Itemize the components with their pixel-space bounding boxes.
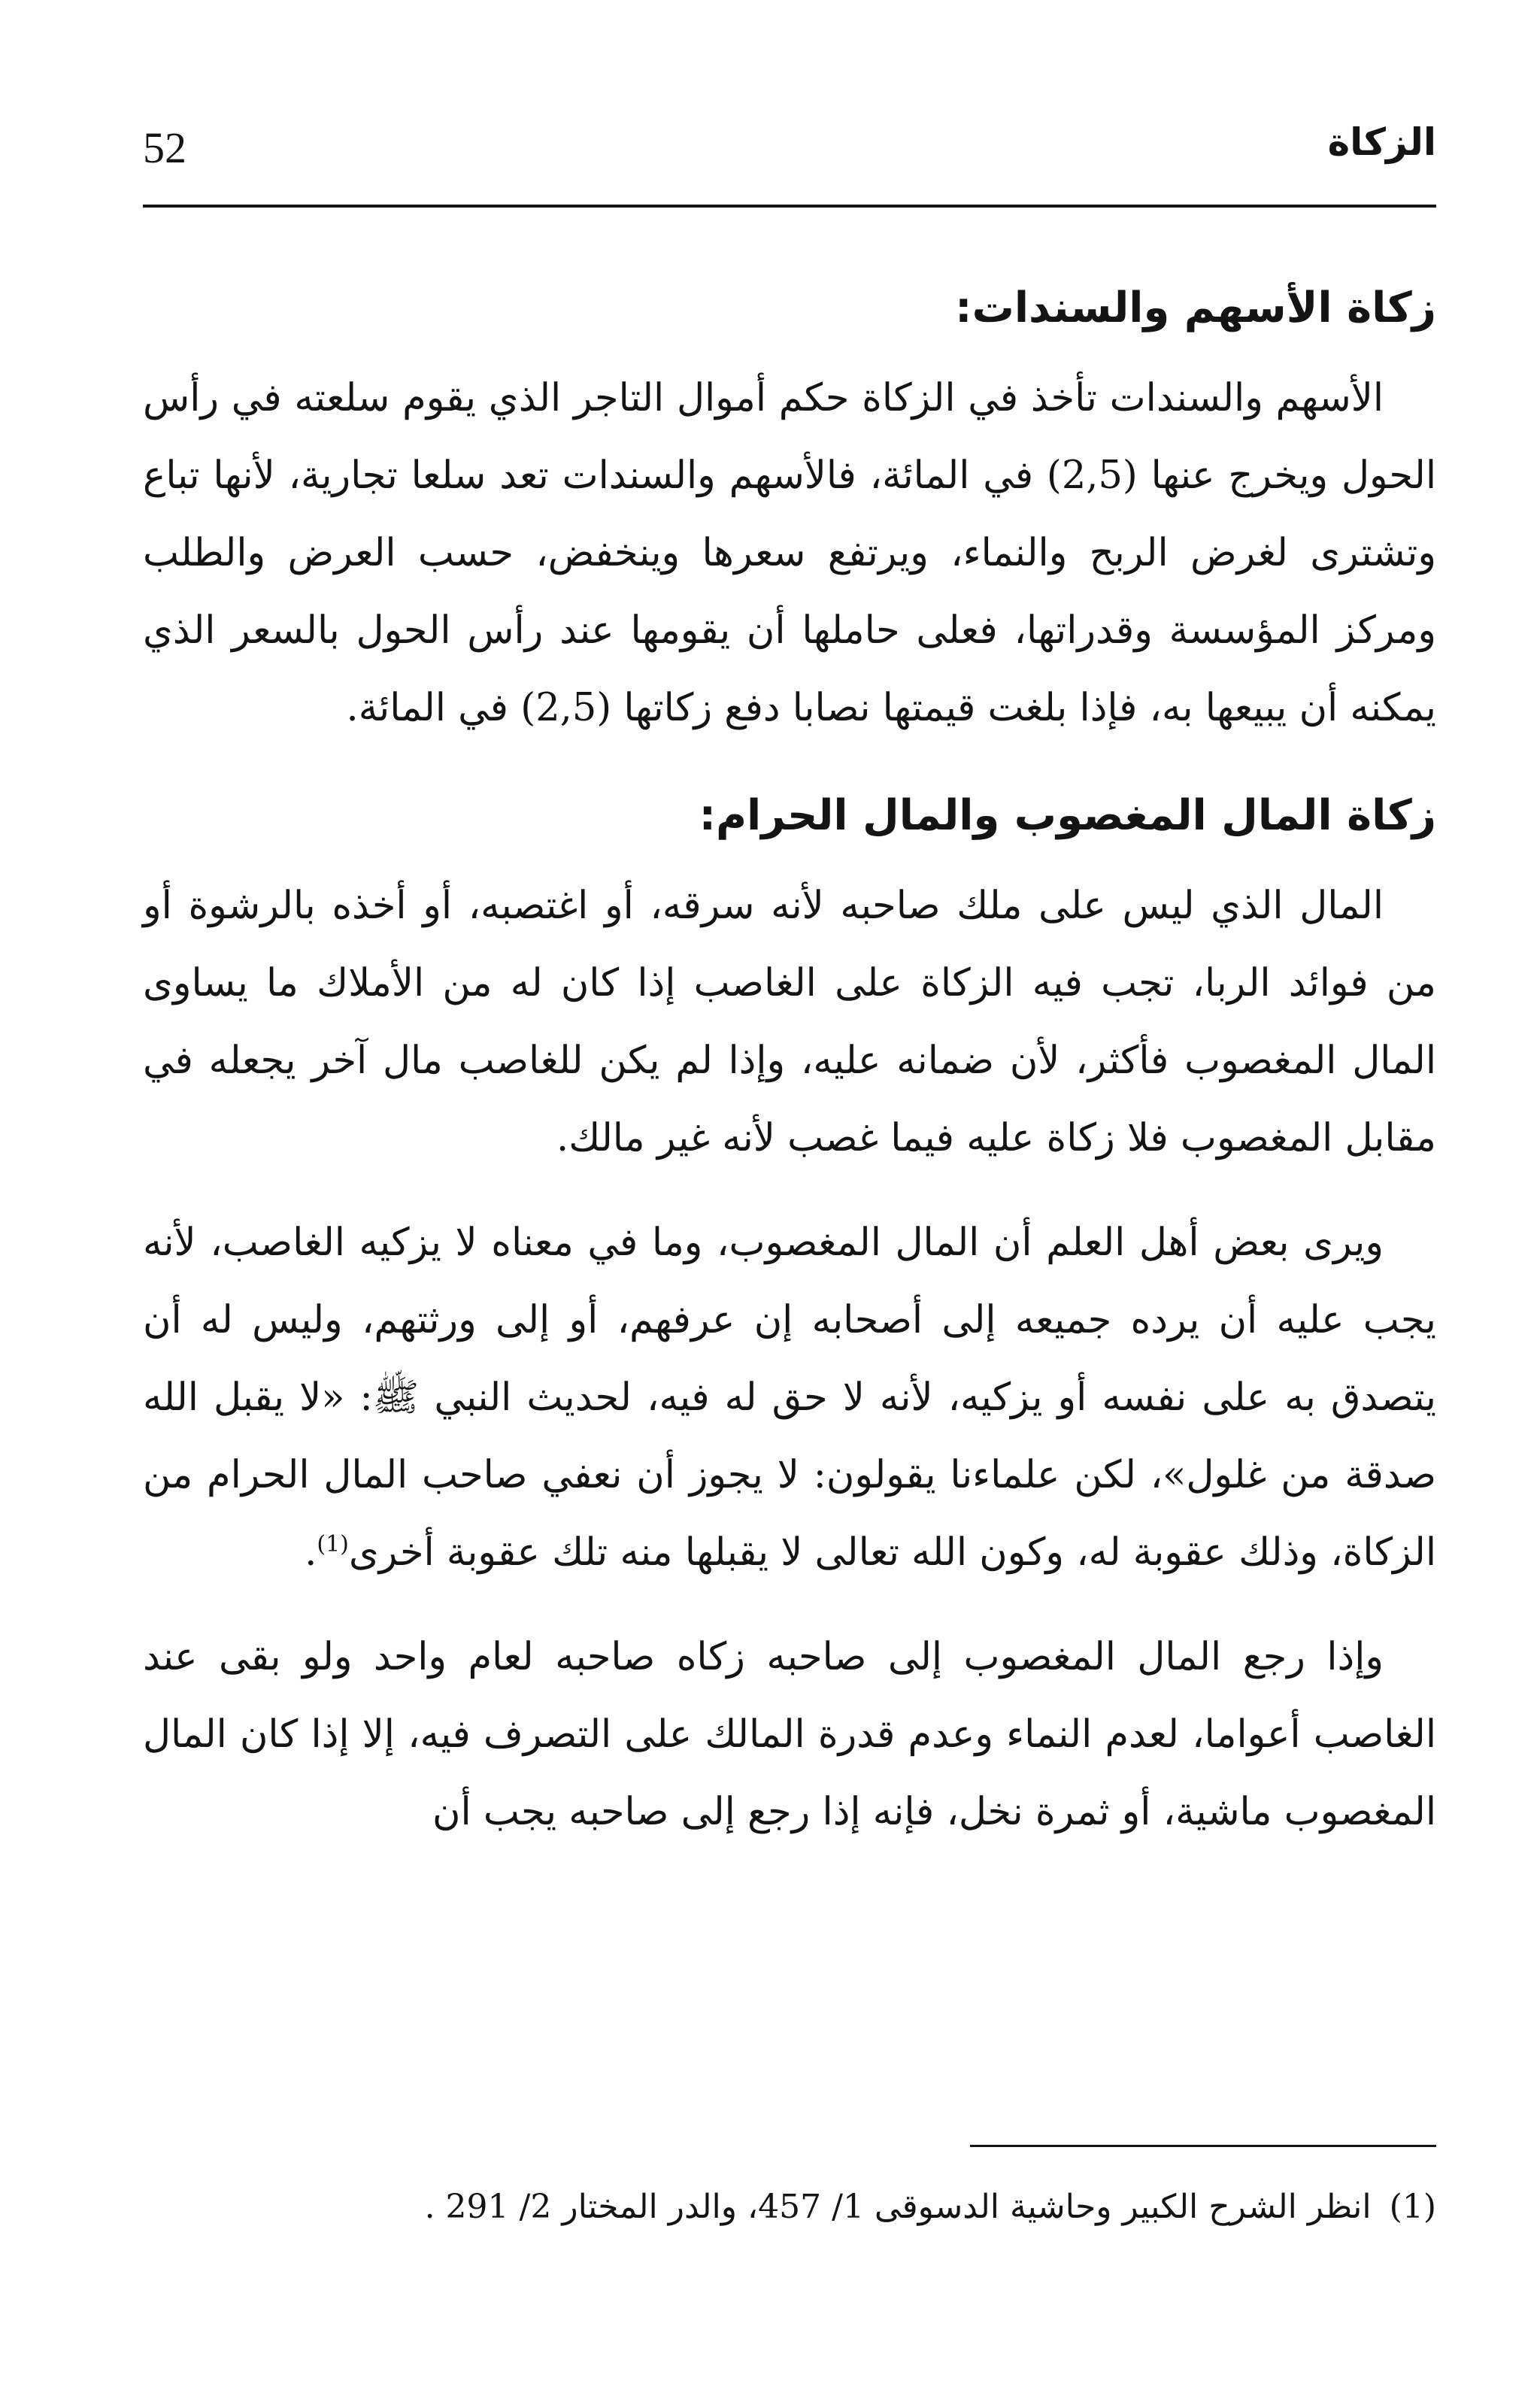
spacer [143,1177,1436,1204]
footnote-reference[interactable]: (1) [317,1531,349,1557]
section-stocks-bonds [143,278,1436,747]
paragraph: وإذا رجع المال المغصوب إلى صاحبه زكاه صاحبه لعام واحد ولو بقى عند الغاصب أعواما، لعدم النماء وعدم قدرة المالك على التصرف فيه، إلا إذا كان المال المغصوب ماشية، أو ثمرة نخل، فإنه إذا رجع إلى صاحبه يجب أن [143,1635,1436,1834]
paragraph: المال الذي ليس على ملك صاحبه لأنه سرقه، أو اغتصبه، أو أخذه بالرشوة أو من فوائد الربا، تجب فيه الزكاة على الغاصب إذا كان له من الأملاك ما يساوى المال المغصوب فأكثر، لأن ضمانه عليه، وإذا لم يكن للغاصب مال آخر يجعله في مقابل المغصوب فلا زكاة عليه فيما غصب لأنه غير مالك. [143,884,1436,1160]
header-rule [143,205,1436,208]
spacer [143,1591,1436,1618]
running-title: الزكاة [1327,120,1436,164]
page-body [143,278,1436,1851]
page-number: 52 [143,123,186,172]
footnote [143,2181,1436,2234]
paragraph-text: ويرى بعض أهل العلم أن المال المغصوب، وما في معناه لا يزكيه الغاصب، لأنه يجب عليه أن يرده جميعه إلى أصحابه إن عرفهم، أو إلى ورثتهم، وليس له أن يتصدق به على نفسه أو يزكيه، لأنه لا حق له فيه، لحديث النبي ﷺ: «لا يقبل الله صدقة من غلول»، لكن علماءنا يقولون: لا يجوز أن نعفي صاحب المال الحرام من الزكاة، وذلك عقوبة له، وكون الله تعالى لا يقبلها منه تلك عقوبة أخرى [143,1221,1436,1575]
footnote-marker: (1) [1389,2188,1436,2226]
section-heading: زكاة الأسهم والسندات: [955,284,1436,332]
footnote-text: انظر الشرح الكبير وحاشية الدسوقى 1/ 457، والدر المختار 2/ 291 . [424,2188,1372,2226]
section-usurped-money [143,786,1436,1851]
section-heading: زكاة المال المغصوب والمال الحرام: [699,791,1436,840]
page-header [143,113,1436,180]
paragraph: الأسهم والسندات تأخذ في الزكاة حكم أموال التاجر الذي يقوم سلعته في رأس الحول ويخرج عنها (2,5) في المائة، فالأسهم والسندات تعد سلعا تجارية، لأنها تباع وتشترى لغرض الربح والنماء، ويرتفع سعرها وينخفض، حسب العرض والطلب ومركز المؤسسة وقدراتها، فعلى حاملها أن يقومها عند رأس الحول بالسعر الذي يمكنه أن يبيعها به، فإذا بلغت قيمتها نصابا دفع زكاتها (2,5) في المائة. [143,376,1437,730]
spacer [143,747,1436,786]
book-page [143,113,1436,2331]
paragraph-with-footnote: ويرى بعض أهل العلم أن المال المغصوب، وما في معناه لا يزكيه الغاصب، لأنه يجب عليه أن يرده جميعه إلى أصحابه إن عرفهم، أو إلى ورثتهم، وليس له أن يتصدق به على نفسه أو يزكيه، لأنه لا حق له فيه، لحديث النبي ﷺ: «لا يقبل الله صدقة من غلول»، لكن علماءنا يقولون: لا يجوز أن نعفي صاحب المال الحرام من الزكاة، وذلك عقوبة له، وكون الله تعالى لا يقبلها منه تلك عقوبة أخرى$^{(1)}$. [143,1221,1436,1575]
footnote-rule [970,2145,1436,2147]
